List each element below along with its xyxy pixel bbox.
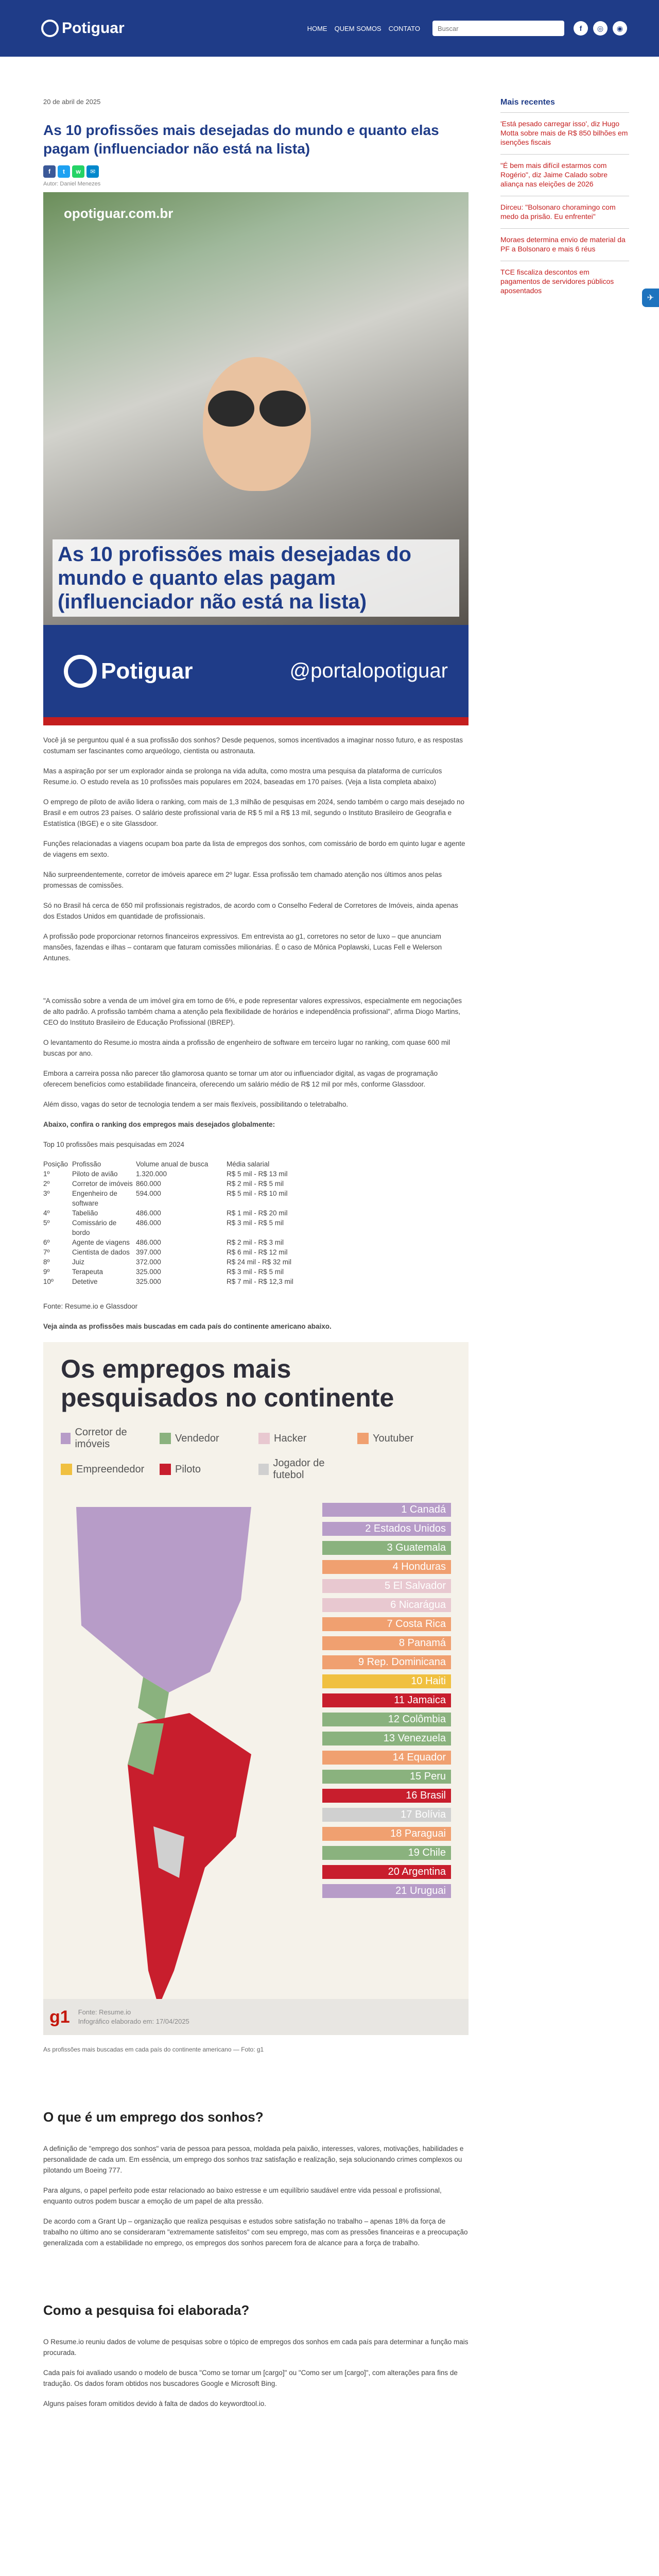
facebook-icon[interactable]: f — [574, 21, 588, 36]
site-header — [0, 0, 659, 57]
legend-item — [160, 1427, 253, 1450]
country-item: 16 Brasil — [322, 1789, 451, 1803]
legend-item — [61, 1458, 154, 1481]
ranking-cell: 325.000 — [136, 1268, 161, 1276]
ranking-row — [43, 1277, 469, 1286]
hero-photo — [43, 192, 469, 625]
ranking-cell: 5º — [43, 1219, 50, 1227]
ranking-cell: R$ 3 mil - R$ 5 mil — [227, 1219, 284, 1227]
nav-contato[interactable]: CONTATO — [388, 24, 420, 32]
ranking-cell: 397.000 — [136, 1248, 161, 1256]
ranking-header-cell: Volume anual de busca — [136, 1160, 209, 1168]
legend-item — [258, 1427, 352, 1450]
hero-glasses-left — [208, 391, 254, 427]
paragraph: A profissão pode proporcionar retornos financeiros expressivos. Em entrevista ao g1, corretores no setor de luxo – que anunciam mansões, fazendas e ilhas – contaram que faturam comissões milionárias. É o caso de Mônica Poplawski, Lucas Fell e Welerson Antunes. — [43, 933, 442, 962]
recent-item[interactable]: "É bem mais difícil estarmos com Rogério", diz Jaime Calado sobre aliança nas eleições de 2026 — [500, 154, 629, 196]
ranking-cell: 594.000 — [136, 1190, 161, 1197]
recent-item[interactable]: Dirceu: "Bolsonaro choramingo com medo da prisão. Eu enfrentei" — [500, 196, 629, 228]
infographic — [43, 1342, 469, 2035]
legend-item — [258, 1458, 352, 1481]
ranking-cell: R$ 2 mil - R$ 3 mil — [227, 1239, 284, 1246]
ranking-row — [43, 1267, 469, 1277]
share-facebook-icon[interactable]: f — [43, 165, 56, 178]
infographic-title: Os empregos mais pesquisados no continente — [61, 1354, 394, 1412]
country-item: 12 Colômbia — [322, 1713, 451, 1726]
share-telegram-icon[interactable]: ✉ — [86, 165, 99, 178]
ranking-row — [43, 1169, 469, 1179]
legend-swatch — [258, 1433, 270, 1444]
country-item: 17 Bolívia — [322, 1808, 451, 1822]
hero-overlay-title: As 10 profissões mais desejadas do mundo e quanto elas pagam (influenciador não está na lista) — [53, 539, 459, 617]
ranking-caption: Top 10 profissões mais pesquisadas em 2024 — [43, 1141, 184, 1148]
share-whatsapp-icon[interactable]: w — [72, 165, 84, 178]
hero-brand-name: Potiguar — [101, 658, 193, 684]
legend-item — [61, 1427, 154, 1450]
country-item: 3 Guatemala — [322, 1541, 451, 1555]
ranking-cell: Juiz — [72, 1258, 85, 1266]
paragraph: Só no Brasil há cerca de 650 mil profissionais registrados, de acordo com o Conselho Federal de Corretores de Imóveis, ainda apenas dos Estados Unidos em quantidade de profissionais. — [43, 902, 458, 920]
ranking-cell: R$ 2 mil - R$ 5 mil — [227, 1180, 284, 1188]
country-item: 6 Nicarágua — [322, 1598, 451, 1612]
ranking-row — [43, 1247, 469, 1257]
ranking-cell: Detetive — [72, 1278, 98, 1285]
country-item: 20 Argentina — [322, 1865, 451, 1879]
ranking-row — [43, 1208, 469, 1218]
hero-glasses-right — [259, 391, 306, 427]
country-item: 18 Paraguai — [322, 1827, 451, 1841]
paragraph: De acordo com a Grant Up – organização que realiza pesquisas e estudos sobre satisfação no trabalho – apenas 18% da força de trabalho no último ano se consideraram "extremamente satisfeitos" com seu emprego, mas com as pressões financeiras e a preocupação generalizada com a estabilidade no emprego, os empregos dos sonhos parecem fora de alcance para a força de trabalho. — [43, 2217, 468, 2247]
country-item: 13 Venezuela — [322, 1732, 451, 1745]
ranking-intro: Abaixo, confira o ranking dos empregos mais desejados globalmente: — [43, 1121, 275, 1128]
infographic-credits — [78, 2008, 189, 2026]
country-item: 9 Rep. Dominicana — [322, 1655, 451, 1669]
share-twitter-icon[interactable]: t — [58, 165, 70, 178]
ranking-row — [43, 1238, 469, 1247]
legend-label: Piloto — [175, 1463, 201, 1475]
legend-swatch — [258, 1464, 269, 1475]
paragraph: A definição de "emprego dos sonhos" varia de pessoa para pessoa, moldada pela paixão, interesses, valores, motivações, habilidades e personalidade de cada um. Em essência, um emprego dos sonhos traz satisfação e realização, seja solucionando crimes complexos ou pilotando um Boeing 777. — [43, 2145, 464, 2174]
paragraph: Alguns países foram omitidos devido à falta de dados do keywordtool.io. — [43, 2400, 267, 2408]
ranking-cell: 486.000 — [136, 1219, 161, 1227]
paragraph: O Resume.io reuniu dados de volume de pesquisas sobre o tópico de empregos dos sonhos em cada país para determinar a função mais procurada. — [43, 2338, 469, 2357]
ranking-cell: Piloto de avião — [72, 1170, 118, 1178]
paragraph: Mas a aspiração por ser um explorador ainda se prolonga na vida adulta, como mostra uma pesquisa da plataforma de currículos Resume.io. O estudo revela as 10 profissões mais populares em 2024, baseadas em 170 países. (Veja a lista completa abaixo) — [43, 767, 442, 786]
ranking-cell: R$ 3 mil - R$ 5 mil — [227, 1268, 284, 1276]
country-item: 5 El Salvador — [322, 1579, 451, 1593]
page-container — [0, 57, 659, 2409]
hero-logo-circle-icon — [64, 655, 97, 688]
country-item: 19 Chile — [322, 1846, 451, 1860]
ranking-cell: 4º — [43, 1209, 50, 1217]
infographic-footer — [43, 1999, 469, 2035]
recent-item[interactable]: 'Está pesado carregar isso', diz Hugo Motta sobre mais de R$ 850 bilhões em isenções fiscais — [500, 112, 629, 154]
legend-swatch — [61, 1433, 71, 1444]
country-item: 15 Peru — [322, 1770, 451, 1784]
ranking-cell: R$ 1 mil - R$ 20 mil — [227, 1209, 288, 1217]
ranking-cell: 6º — [43, 1239, 50, 1246]
article-body — [43, 735, 469, 1332]
ranking-cell: 9º — [43, 1268, 50, 1276]
ranking-cell: 10º — [43, 1278, 54, 1285]
ranking-cell: 486.000 — [136, 1209, 161, 1217]
ranking-header-row — [43, 1159, 469, 1169]
threads-icon[interactable]: ◉ — [613, 21, 627, 36]
infographic-intro: Veja ainda as profissões mais buscadas em cada país do continente americano abaixo. — [43, 1323, 332, 1330]
ranking-cell: R$ 24 mil - R$ 32 mil — [227, 1258, 292, 1266]
hero-brand-logo — [64, 655, 193, 688]
map-north-america — [76, 1507, 251, 1692]
ranking-row — [43, 1179, 469, 1189]
ranking-cell: Comissário de bordo — [72, 1219, 117, 1236]
country-item: 8 Panamá — [322, 1636, 451, 1650]
ranking-cell: Cientista de dados — [72, 1248, 130, 1256]
ranking-cell: 8º — [43, 1258, 50, 1266]
infographic-source: Fonte: Resume.io — [78, 2008, 131, 2016]
hero-domain: opotiguar.com.br — [64, 206, 174, 221]
legend-swatch — [357, 1433, 369, 1444]
main-nav — [307, 21, 564, 36]
ranking-cell: Agente de viagens — [72, 1239, 130, 1246]
paragraph: Cada país foi avaliado usando o modelo de busca "Como se tornar um [cargo]" ou "Como ser um [cargo]", com alterações para fins de tradução. Os dados foram obtidos nos buscadores Google e Microsoft Bing. — [43, 2369, 458, 2387]
recent-item[interactable]: Moraes determina envio de material da PF a Bolsonaro e mais 6 réus — [500, 228, 629, 261]
country-item: 11 Jamaica — [322, 1693, 451, 1707]
legend-swatch — [160, 1433, 171, 1444]
infographic-legend — [61, 1427, 451, 1481]
country-item: 10 Haiti — [322, 1674, 451, 1688]
americas-map — [61, 1507, 256, 2012]
recent-item[interactable]: TCE fiscaliza descontos em pagamentos de servidores públicos aposentados — [500, 261, 629, 302]
legend-swatch — [160, 1464, 171, 1475]
ranking-row — [43, 1218, 469, 1238]
plane-icon: ✈ — [647, 294, 654, 302]
ranking-cell: 7º — [43, 1248, 50, 1256]
infographic-credit: Infográfico elaborado em: 17/04/2025 — [78, 2018, 189, 2025]
country-item: 7 Costa Rica — [322, 1617, 451, 1631]
ranking-cell: 860.000 — [136, 1180, 161, 1188]
ranking-table — [43, 1159, 469, 1286]
paragraph: O levantamento do Resume.io mostra ainda a profissão de engenheiro de software em terceiro lugar no ranking, com quase 600 mil buscas por ano. — [43, 1039, 450, 1057]
article-quote: "A comissão sobre a venda de um imóvel gira em torno de 6%, e pode representar valores expressivos, especialmente em negociações de alto padrão. A profissão também chama a atenção pela flexibilidade de horários e independência profissional", afirma Diogo Martins, CEO do Instituto Brasileiro de Educação Profissional (IBREP). — [43, 997, 462, 1026]
ranking-header-cell: Posição — [43, 1160, 68, 1168]
paragraph: Não surpreendentemente, corretor de imóveis aparece em 2º lugar. Essa profissão tem chamado atenção nos últimos anos pelas promessas de comissões. — [43, 871, 442, 889]
paragraph: Para alguns, o papel perfeito pode estar relacionado ao baixo estresse e um equilíbrio saudável entre vida pessoal e profissional, enquanto outros podem buscar a emoção de um papel de alta pressão. — [43, 2187, 442, 2205]
legend-label: Hacker — [274, 1432, 307, 1444]
ranking-cell: R$ 5 mil - R$ 13 mil — [227, 1170, 288, 1178]
ranking-cell: Terapeuta — [72, 1268, 103, 1276]
hero-image — [43, 192, 469, 725]
sidebar-title: Mais recentes — [500, 98, 555, 107]
article-author: Autor: Daniel Menezes — [43, 181, 101, 187]
paragraph: Além disso, vagas do setor de tecnologia tendem a ser mais flexíveis, possibilitando o teletrabalho. — [43, 1100, 349, 1108]
ranking-row — [43, 1257, 469, 1267]
paragraph: Embora a carreira possa não parecer tão glamorosa quanto se tornar um ator ou influenciador digital, as vagas de programação oferecem benefícios como estabilidade financeira, oferecendo um salário médio de R$ 12 mil por mês, conforme Glassdoor. — [43, 1070, 438, 1088]
social-links — [574, 21, 627, 36]
infographic-caption: As profissões mais buscadas em cada país do continente americano — Foto: g1 — [43, 2046, 264, 2053]
hero-brand-bar — [43, 625, 469, 725]
ranking-cell: Corretor de imóveis — [72, 1180, 133, 1188]
ranking-cell: 325.000 — [136, 1278, 161, 1285]
paragraph: Você já se perguntou qual é a sua profissão dos sonhos? Desde pequenos, somos incentivados a imaginar nosso futuro, e as respostas costumam ser fascinantes como arqueólogo, cientista ou astronauta. — [43, 736, 463, 755]
legend-label: Youtuber — [373, 1432, 414, 1444]
ranking-cell: 372.000 — [136, 1258, 161, 1266]
legend-label: Vendedor — [175, 1432, 219, 1444]
section-title: Como a pesquisa foi elaborada? — [43, 2302, 250, 2318]
sidebar — [500, 98, 629, 2409]
country-item: 2 Estados Unidos — [322, 1522, 451, 1536]
nav-quem-somos[interactable]: QUEM SOMOS — [334, 24, 381, 32]
ranking-cell: R$ 7 mil - R$ 12,3 mil — [227, 1278, 293, 1285]
legend-label: Jogador de futebol — [273, 1458, 325, 1481]
legend-item — [160, 1458, 253, 1481]
ranking-cell: 486.000 — [136, 1239, 161, 1246]
article-date: 20 de abril de 2025 — [43, 98, 101, 106]
country-list — [322, 1503, 451, 1903]
country-item: 21 Uruguai — [322, 1884, 451, 1898]
article-title: As 10 profissões mais desejadas do mundo e quanto elas pagam (influenciador não está na lista) — [43, 122, 439, 157]
ranking-cell: Engenheiro de software — [72, 1190, 117, 1207]
ranking-cell: Tabelião — [72, 1209, 98, 1217]
floating-action-button[interactable] — [642, 289, 659, 307]
ranking-header-cell: Profissão — [72, 1160, 101, 1168]
ranking-header-cell: Média salarial — [227, 1160, 270, 1168]
legend-label: Empreendedor — [76, 1463, 145, 1475]
search-input[interactable] — [432, 21, 564, 36]
ranking-cell: R$ 5 mil - R$ 10 mil — [227, 1190, 288, 1197]
legend-swatch — [61, 1464, 72, 1475]
share-buttons — [43, 165, 469, 178]
ranking-source: Fonte: Resume.io e Glassdoor — [43, 1302, 138, 1310]
ranking-cell: 2º — [43, 1180, 50, 1188]
paragraph: O emprego de piloto de avião lidera o ranking, com mais de 1,3 milhão de pesquisas em 2024, sendo também o cargo mais desejado no Brasil e em outros 23 países. O salário deste profissional varia de R$ 5 mil a R$ 13 mil, segundo o Instituto Brasileiro de Geografia e Estatística (IBGE) e o site Glassdoor. — [43, 798, 464, 827]
paragraph: Funções relacionadas a viagens ocupam boa parte da lista de empregos dos sonhos, com comissário de bordo em quinto lugar e agente de viagens em sexto. — [43, 840, 465, 858]
ranking-cell: 3º — [43, 1190, 50, 1197]
site-logo[interactable] — [41, 20, 125, 37]
legend-label: Corretor de imóveis — [75, 1427, 127, 1450]
country-item: 1 Canadá — [322, 1503, 451, 1517]
article — [43, 98, 469, 2409]
section-title: O que é um emprego dos sonhos? — [43, 2109, 264, 2125]
ranking-cell: 1º — [43, 1170, 50, 1178]
nav-home[interactable]: HOME — [307, 24, 327, 32]
ranking-cell: 1.320.000 — [136, 1170, 167, 1178]
logo-circle-icon — [41, 20, 59, 37]
g1-logo: g1 — [49, 2007, 70, 2027]
country-item: 14 Equador — [322, 1751, 451, 1765]
ranking-cell: R$ 6 mil - R$ 12 mil — [227, 1248, 288, 1256]
article-body-2 — [43, 2044, 469, 2409]
legend-item — [357, 1427, 451, 1450]
ranking-row — [43, 1189, 469, 1208]
instagram-icon[interactable]: ◎ — [593, 21, 608, 36]
logo-text: Potiguar — [62, 20, 125, 37]
hero-handle: @portalopotiguar — [289, 659, 448, 682]
country-item: 4 Honduras — [322, 1560, 451, 1574]
